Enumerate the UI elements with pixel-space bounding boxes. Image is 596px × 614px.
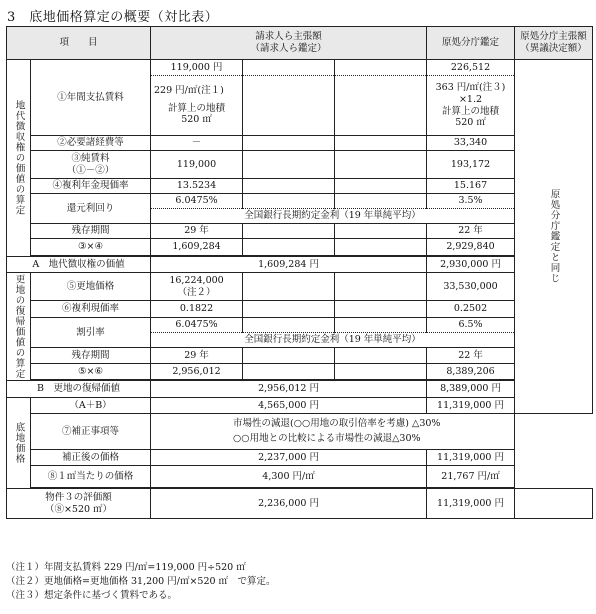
blank-cell xyxy=(243,364,335,380)
office-sum-ab: 11,319,000 円 xyxy=(427,398,515,414)
comparison-table xyxy=(6,26,593,519)
office-yield: 3.5% xyxy=(427,194,515,209)
row-value-b xyxy=(7,381,593,398)
claimant-net-rent: 119,000 xyxy=(151,151,243,179)
blank-cell xyxy=(243,273,335,301)
yield-label: 還元利回り xyxy=(31,194,151,224)
claimant-area-label: 計算上の地積 xyxy=(168,102,226,114)
office-value-b: 8,389,000 円 xyxy=(427,381,515,398)
net-rent-label xyxy=(31,151,151,179)
office-vacant-price: 33,530,000 xyxy=(427,273,515,301)
claimant-remaining2: 29 年 xyxy=(151,348,243,364)
value-a-label: A 地代徴収権の価値 xyxy=(7,257,151,273)
valuation-label-line2: （⑧×520 ㎡） xyxy=(44,503,113,515)
blank-cell xyxy=(335,179,427,194)
claimant-vacant-price-value: 16,224,000 xyxy=(169,274,224,286)
row-net-rent xyxy=(7,151,593,179)
office-area-label: 計算上の地積 xyxy=(442,105,500,117)
blank-cell xyxy=(335,136,427,151)
office-unit-rent: 363 円/㎡(注３) xyxy=(435,81,506,93)
row-annual-rent-total xyxy=(7,60,593,76)
row-product-34 xyxy=(7,239,593,256)
blank-cell xyxy=(335,151,427,179)
header-item: 項 目 xyxy=(7,27,151,60)
notes xyxy=(6,561,276,602)
office-pv-rate: 15.167 xyxy=(427,179,515,194)
office-area: 520 ㎡ xyxy=(455,117,486,129)
row-per-sqm xyxy=(7,466,593,488)
office-net-rent: 193,172 xyxy=(427,151,515,179)
blank-cell xyxy=(243,318,335,333)
value-b-label: B 更地の復帰価値 xyxy=(7,381,151,398)
claimant-per-sqm: 4,300 円/㎡ xyxy=(151,466,427,488)
discount-note: 全国銀行長期約定金利（19 年単純平均） xyxy=(151,333,515,348)
row-remaining2 xyxy=(7,348,593,364)
blank-cell xyxy=(243,239,335,256)
row-product-56 xyxy=(7,364,593,380)
claimant-product56: 2,956,012 xyxy=(151,364,243,380)
adjust-content xyxy=(151,414,515,450)
claimant-sum-ab: 4,565,000 円 xyxy=(151,398,427,414)
comparison-table-wrapper xyxy=(6,26,592,519)
adjust-label: ⑦補正事項等 xyxy=(31,414,151,450)
yield-note: 全国銀行長期約定金利（19 年単純平均） xyxy=(151,209,515,224)
claimant-vacant-price-note: （注２） xyxy=(177,286,216,298)
office-annual-rent-breakdown xyxy=(427,76,515,136)
row-valuation xyxy=(7,489,593,519)
net-rent-label-line1: ③純賃料 xyxy=(71,152,110,164)
claimant-annual-rent-breakdown xyxy=(151,76,243,136)
claimant-pv-factor: 0.1822 xyxy=(151,301,243,318)
office-discount: 6.5% xyxy=(427,318,515,333)
group-land-rent-label xyxy=(7,60,31,257)
page-title: 3 底地価格算定の概要（対比表） xyxy=(7,10,219,25)
office-after-adjust: 11,319,000 円 xyxy=(427,450,515,466)
claimant-product34: 1,609,284 xyxy=(151,239,243,256)
header-claimant-line2: （請求人ら鑑定） xyxy=(250,43,327,54)
row-discount xyxy=(7,318,593,333)
office-product56: 8,389,206 xyxy=(427,364,515,380)
row-sum-ab xyxy=(7,398,593,414)
vacant-price-label: ⑤更地価格 xyxy=(31,273,151,301)
claimant-value-b: 2,956,012 円 xyxy=(151,381,427,398)
blank-cell xyxy=(243,151,335,179)
claimant-expenses: － xyxy=(151,136,243,151)
header-claimant-line1: 請求人ら主張額 xyxy=(255,31,322,43)
blank-cell xyxy=(335,224,427,239)
pv-rate-label: ④複利年金現価率 xyxy=(31,179,151,194)
blank-cell xyxy=(335,301,427,318)
blank-cell xyxy=(335,76,427,136)
note-2: （注２）更地価格=更地価格 31,200 円/㎡×520 ㎡ で算定。 xyxy=(6,575,276,587)
valuation-label xyxy=(7,489,151,519)
group-bottom-label xyxy=(7,398,31,489)
office-valuation: 11,319,000 円 xyxy=(427,489,515,519)
office-remaining2: 22 年 xyxy=(427,348,515,364)
office-value-a: 2,930,000 円 xyxy=(427,257,515,273)
office-pv-factor: 0.2502 xyxy=(427,301,515,318)
header-row xyxy=(7,27,593,60)
blank-cell xyxy=(243,194,335,209)
header-decision-line2: （異議決定額） xyxy=(520,43,587,54)
blank-cell xyxy=(243,60,335,76)
blank-cell xyxy=(243,301,335,318)
header-decision xyxy=(515,27,593,60)
blank-cell xyxy=(335,273,427,301)
claimant-yield: 6.0475% xyxy=(151,194,243,209)
decision-valuation-blank xyxy=(515,489,593,519)
office-expenses: 33,340 xyxy=(427,136,515,151)
blank-cell xyxy=(335,348,427,364)
blank-cell xyxy=(243,348,335,364)
office-multiplier: ×1.2 xyxy=(458,93,483,105)
claimant-after-adjust: 2,237,000 円 xyxy=(151,450,427,466)
claimant-valuation: 2,236,000 円 xyxy=(151,489,427,519)
header-office: 原処分庁鑑定 xyxy=(427,27,515,60)
remaining2-label: 残存期間 xyxy=(31,348,151,364)
discount-label: 割引率 xyxy=(31,318,151,348)
header-claimant xyxy=(151,27,427,60)
row-adjust xyxy=(7,414,593,450)
claimant-pv-rate: 13.5234 xyxy=(151,179,243,194)
blank-cell xyxy=(335,239,427,256)
remaining-label: 残存期間 xyxy=(31,224,151,239)
per-sqm-label: ⑧１㎡当たりの価格 xyxy=(31,466,151,488)
claimant-unit-rent: 229 円/㎡(注１) xyxy=(154,84,224,96)
note-3: （注３）想定条件に基づく賃料である。 xyxy=(6,589,178,601)
blank-cell xyxy=(243,136,335,151)
header-decision-line1: 原処分庁主張額 xyxy=(520,31,587,43)
adjust-line1: 市場性の減退(○○用地の取引倍率を考慮) △30% xyxy=(233,418,441,430)
blank-cell xyxy=(243,179,335,194)
office-annual-rent-total: 226,512 xyxy=(427,60,515,76)
blank-cell xyxy=(335,60,427,76)
blank-cell xyxy=(243,76,335,136)
product34-label: ③×④ xyxy=(31,239,151,256)
row-value-a xyxy=(7,257,593,273)
group-reversion-text: 更地の復帰価値の算定 xyxy=(13,274,25,379)
group-land-rent-text: 地代徴収権の価値の算定 xyxy=(13,100,25,216)
row-remaining xyxy=(7,224,593,239)
row-after-adjust xyxy=(7,450,593,466)
after-adjust-label: 補正後の価格 xyxy=(31,450,151,466)
office-remaining: 22 年 xyxy=(427,224,515,239)
annual-rent-label: ①年間支払賃料 xyxy=(31,60,151,136)
row-yield xyxy=(7,194,593,209)
office-product34: 2,929,840 xyxy=(427,239,515,256)
claimant-area: 520 ㎡ xyxy=(181,114,212,126)
claimant-value-a: 1,609,284 円 xyxy=(151,257,427,273)
row-pv-rate xyxy=(7,179,593,194)
adjust-line2: ○○用地との比較による市場性の減退△30% xyxy=(233,433,421,444)
claimant-annual-rent-total: 119,000 円 xyxy=(151,60,243,76)
expenses-label: ②必要諸経費等 xyxy=(31,136,151,151)
office-per-sqm: 21,767 円/㎡ xyxy=(427,466,515,488)
blank-cell xyxy=(243,224,335,239)
claimant-remaining: 29 年 xyxy=(151,224,243,239)
pv-factor-label: ⑥複利現価率 xyxy=(31,301,151,318)
blank-cell xyxy=(335,364,427,380)
row-pv-factor xyxy=(7,301,593,318)
row-expenses xyxy=(7,136,593,151)
claimant-discount: 6.0475% xyxy=(151,318,243,333)
blank-cell xyxy=(335,318,427,333)
product56-label: ⑤×⑥ xyxy=(31,364,151,380)
group-bottom-text: 底地価格 xyxy=(13,422,25,464)
blank-cell xyxy=(335,194,427,209)
group-reversion-label xyxy=(7,273,31,381)
note-1: （注１）年間支払賃料 229 円/㎡=119,000 円÷520 ㎡ xyxy=(6,562,246,573)
valuation-label-line1: 物件３の評価額 xyxy=(45,491,112,503)
net-rent-label-line2: （①－②） xyxy=(66,164,115,176)
sum-ab-label: （A＋B） xyxy=(31,398,151,414)
row-vacant-price xyxy=(7,273,593,301)
decision-text: 原処分庁鑑定と同じ xyxy=(548,189,560,284)
claimant-vacant-price xyxy=(151,273,243,301)
decision-column xyxy=(515,60,593,414)
